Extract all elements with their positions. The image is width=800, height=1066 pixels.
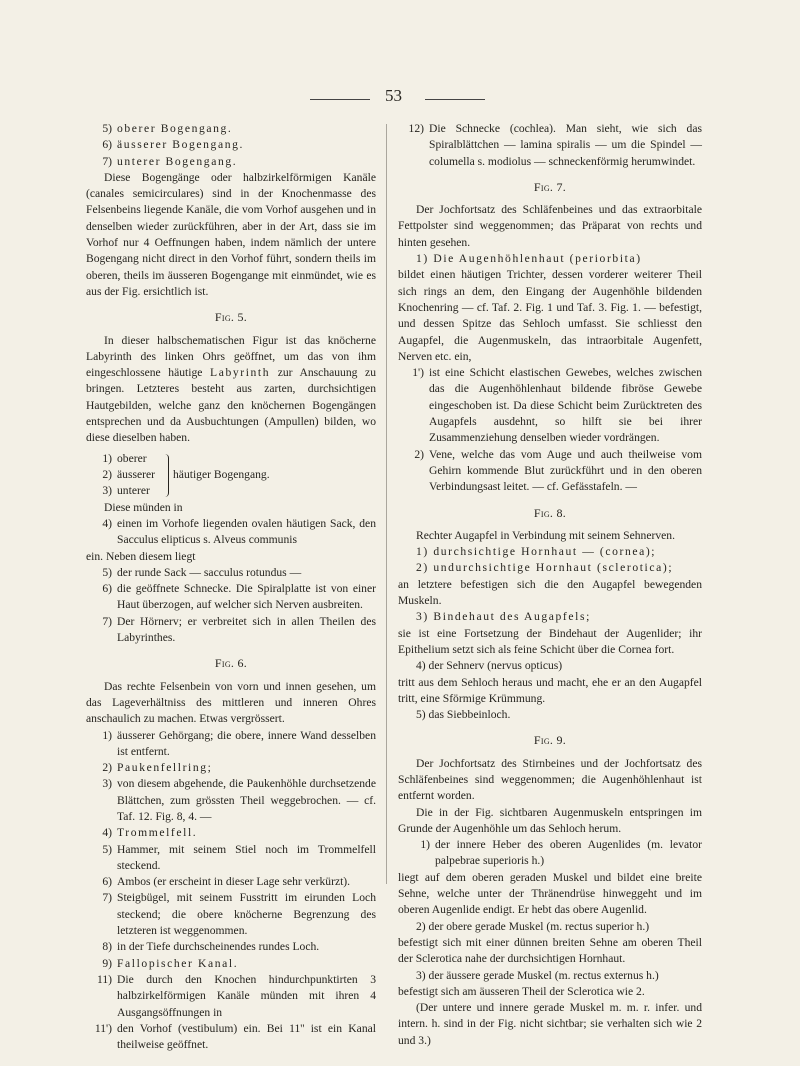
page-header — [0, 86, 800, 110]
page-number: 53 — [385, 86, 402, 105]
paragraph: 4) der Sehnerv (nervus opticus) — [416, 659, 563, 673]
paragraph: befestigt sich am äusseren Theil der Sclerotica wie 2. — [398, 984, 645, 998]
paragraph: befestigt sich mit einer dünnen breiten Sehne am oberen Theil der Sclerotica nahe der durchsichtigen Hornhaut. — [398, 935, 702, 966]
header-rule-right — [425, 99, 485, 100]
figure-heading: Fig. 8. — [533, 505, 567, 520]
paragraph: Rechter Augapfel in Verbindung mit seinem Sehnerven. — [416, 528, 675, 542]
paragraph: 2) undurchsichtige Hornhaut (sclerotica); — [416, 561, 674, 575]
list-item: 4) Trommelfell. — [102, 826, 198, 840]
list-item: 2) Vene, welche das vom Auge und auch theilweise vom Gehirn kommende Blut zurückführt und in den oberen Verbindungsast leitet. — cf. Gefässtafeln. — — [414, 447, 702, 494]
paragraph: Diese Bogengänge oder halbzirkelförmigen Kanäle (canales semicirculares) sind in der Knochenmasse des Felsenbeins liegende Kanäle, die vom Vorhof ausgehen und in denselben wieder zurückführen, aber in der Art, dass sie im Vorhof nur 4 Oeffnungen haben, indem nämlich der untere Bogengang nicht direct in den Vorhof führt, sondern theils im oberen, theils im äusseren Bogengange mit einmündet, wie es aus der Fig. ersichtlich ist. — [86, 170, 376, 298]
paragraph: liegt auf dem oberen geraden Muskel und bildet eine breite Sehne, welche unter der Thränendrüse hinweggeht und im oberen Augenlide endigt. Er hebt das obere Augenlid. — [398, 870, 702, 917]
column-divider — [386, 124, 387, 884]
list-item: 3) von diesem abgehende, die Paukenhöhle durchsetzende Blättchen, zum grössten Theil weggebrochen. — cf. Taf. 12. Fig. 8, 4. — — [102, 777, 376, 823]
list-item: 6) die geöffnete Schnecke. Die Spiralplatte ist von einer Haut überzogen, auf welcher sich Nerven ausbreiten. — [102, 582, 376, 612]
paragraph: sie ist eine Fortsetzung der Bindehaut der Augenlider; ihr Epithelium setzt sich als feine Schicht über die Cornea fort. — [398, 626, 702, 656]
list-item: 11) Die durch den Knochen hindurchpunktirten 3 halbzirkelförmigen Kanäle münden mit ihren 4 Ausgangsöffnungen in — [96, 972, 376, 1019]
list-item: 2) äusserer — [102, 467, 155, 481]
left-column — [86, 121, 376, 1053]
list-item: 9) Fallopischer Kanal. — [102, 956, 239, 970]
figure-heading: Fig. 9. — [533, 733, 567, 748]
figure-heading: Fig. 7. — [533, 179, 567, 194]
list-item: 11') den Vorhof (vestibulum) ein. Bei 11'' ist ein Kanal theilweise geöffnet. — [94, 1021, 376, 1052]
paragraph: 5) das Siebbeinloch. — [416, 708, 511, 722]
list-item: 1') ist eine Schicht elastischen Gewebes, welches zwischen das die Augenhöhlenhaut bildende fibröse Gewebe eingeschoben ist. Da diese Schicht beim Zurücktreten des Augapfels ausdehnt, so hilft sie bei ihrer Zusammenziehung denselben wieder vordrängen. — [412, 366, 702, 445]
header-rule-left — [310, 99, 370, 100]
paragraph: 3) Bindehaut des Augapfels; — [416, 610, 591, 624]
paragraph: an letztere befestigen sich die den Augapfel bewegenden Muskeln. — [398, 577, 702, 608]
list-item: 2) Paukenfellring; — [102, 761, 213, 775]
list-item: 6) äusserer Bogengang. — [102, 138, 244, 152]
paragraph: 2) der obere gerade Muskel (m. rectus superior h.) — [416, 919, 650, 933]
list-item: 1) oberer — [102, 451, 147, 465]
list-item: 3) unterer — [102, 484, 150, 498]
list-item: 6) Ambos (er erscheint in dieser Lage sehr verkürzt). — [102, 875, 351, 889]
list-item: 1) äusserer Gehörgang; die obere, innere Wand desselben ist entfernt. — [102, 728, 376, 758]
paragraph: Diese münden in — [104, 500, 183, 514]
list-item: 1) der innere Heber des oberen Augenlides (m. levator palpebrae superioris h.) — [420, 838, 702, 868]
paragraph: 3) der äussere gerade Muskel (m. rectus externus h.) — [416, 968, 659, 982]
paragraph: ein. Neben diesem liegt — [86, 549, 196, 563]
figure-heading: Fig. 6. — [214, 656, 248, 671]
list-item: 5) Hammer, mit seinem Stiel noch im Trommelfell steckend. — [102, 842, 376, 872]
paragraph: Die in der Fig. sichtbaren Augenmuskeln entspringen im Grunde der Augenhöhle um das Sehloch herum. — [398, 805, 702, 835]
list-item: 4) einen im Vorhofe liegenden ovalen häutigen Sack, den Sacculus elipticus s. Alveus communis — [102, 516, 376, 547]
list-item: 7) unterer Bogengang. — [102, 154, 238, 168]
brace-group — [86, 451, 376, 500]
paragraph: 1) durchsichtige Hornhaut — (cornea); — [416, 545, 657, 559]
paragraph: Der Jochfortsatz des Stirnbeines und der Jochfortsatz des Schläfenbeines sind weggenommen; die Augenhöhlenhaut ist entfernt worden. — [398, 756, 702, 803]
paragraph: (Der untere und innere gerade Muskel m. m. r. infer. und intern. h. sind in der Fig. nicht sichtbar; sie verhalten sich wie 2 und 3.) — [398, 1001, 702, 1047]
list-item: 5) der runde Sack — sacculus rotundus — — [102, 565, 302, 579]
paragraph: 1) Die Augenhöhlenhaut (periorbita) — [416, 252, 642, 266]
list-item: 8) in der Tiefe durchscheinendes rundes Loch. — [102, 940, 320, 954]
right-column — [398, 121, 702, 1049]
paragraph: In dieser halbschematischen Figur ist das knöcherne Labyrinth des linken Ohrs geöffnet, um das von ihm eingeschlossene häutige Labyrinth zur Anschauung zu bringen. Letzteres besteht aus zarten, durchsichtigen Hautgebilden, welche ganz den knöchernen Bogengängen entsprechen und da Ausbuchtungen (Ampullen) bilden, wo diese dieselben haben. — [86, 333, 376, 445]
list-item: 7) Steigbügel, mit seinem Fusstritt im eirunden Loch steckend; die obere knöcherne Begrenzung des letzteren ist weggenommen. — [102, 891, 376, 938]
list-item: 12) Die Schnecke (cochlea). Man sieht, wie sich das Spiralblättchen — lamina spiralis — um die Spindel — columella s. modiolus — schneckenförmig herumwindet. — [408, 122, 702, 168]
paragraph: bildet einen häutigen Trichter, dessen vorderer weiterer Theil sich rings an dem, den Eingang der Augenhöhle bildenden Knochenring — cf. Taf. 2. Fig. 1 und Taf. 3. Fig. 1. — befestigt, und dessen Spitze das Sehloch umfasst. Sie schliesst den Augapfel, die Augenmuskeln, das intraorbitale Augenfett, Nerven etc. ein, — [398, 268, 702, 363]
list-item: 5) oberer Bogengang. — [102, 122, 233, 135]
brace-mark — [163, 454, 169, 497]
brace-label: häutiger Bogengang. — [173, 467, 270, 481]
figure-heading: Fig. 5. — [214, 310, 248, 325]
paragraph: tritt aus dem Sehloch heraus und macht, ehe er an den Augapfel tritt, eine Sförmige Krümmung. — [398, 675, 702, 705]
list-item: 7) Der Hörnerv; er verbreitet sich in allen Theilen des Labyrinthes. — [102, 614, 376, 645]
paragraph: Das rechte Felsenbein von vorn und innen gesehen, um das Lageverhältniss des mittleren und inneren Ohres anschaulich zu machen. Etwas vergrössert. — [86, 679, 376, 726]
paragraph: Der Jochfortsatz des Schläfenbeines und das extraorbitale Fettpolster sind weggenommen; das Präparat von rechts und hinten gesehen. — [398, 203, 702, 249]
